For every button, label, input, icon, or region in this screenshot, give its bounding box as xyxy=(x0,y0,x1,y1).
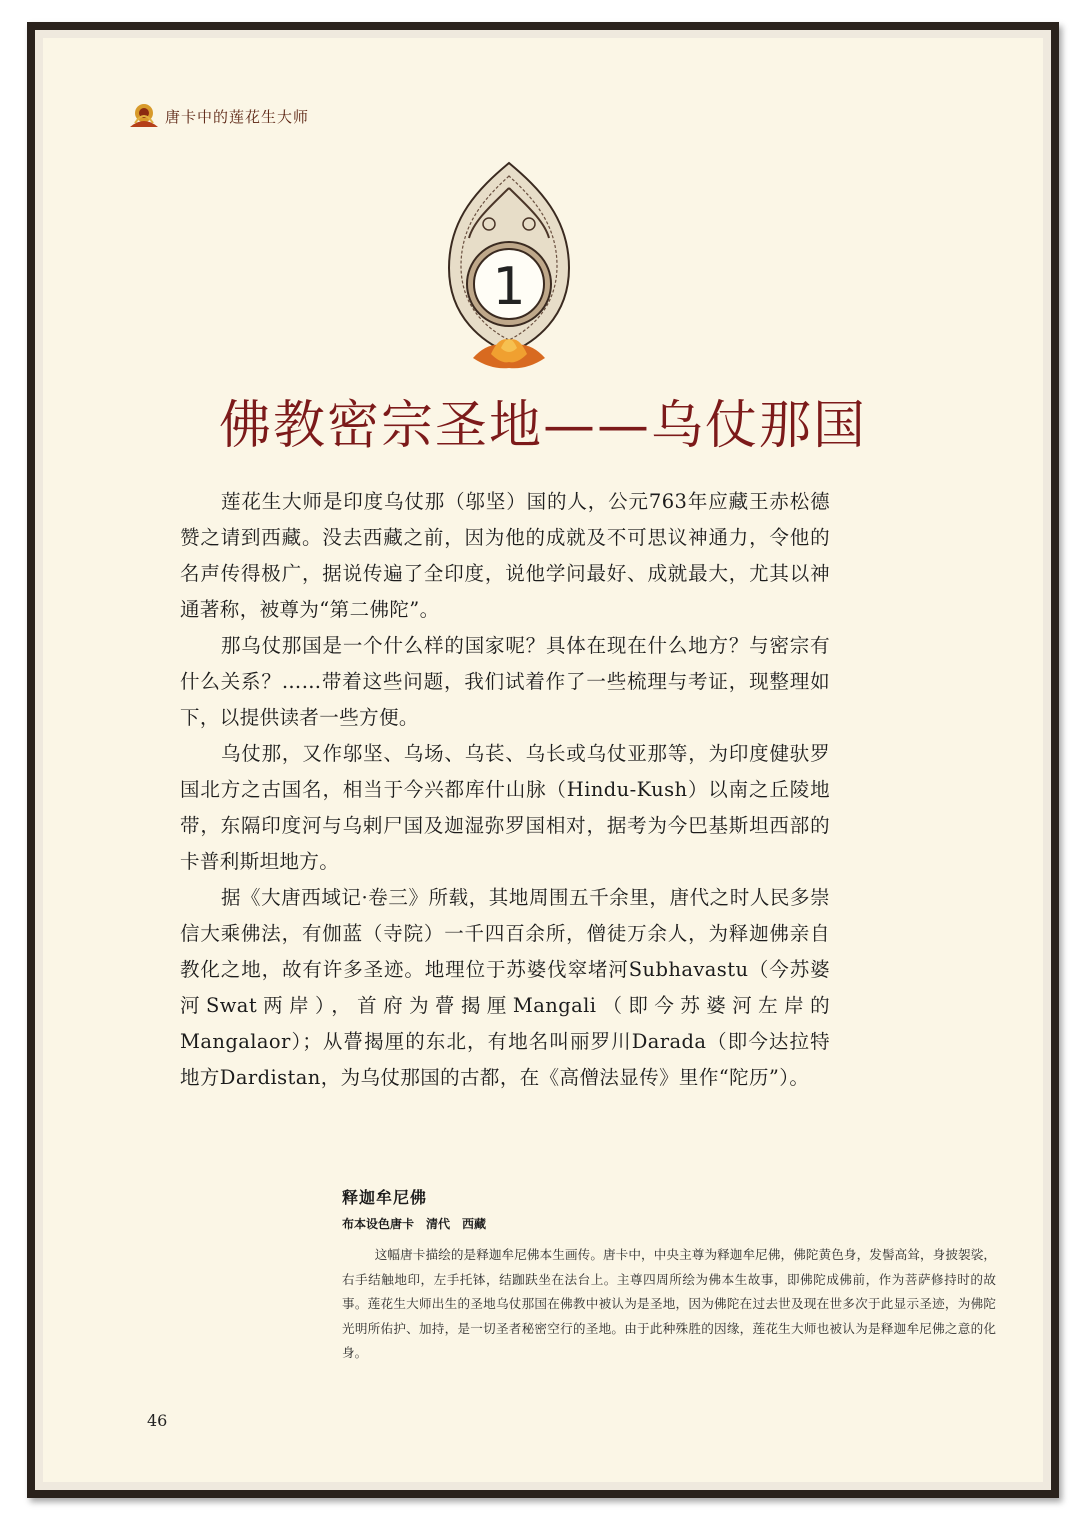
body-text xyxy=(180,484,830,1096)
caption-subtitle: 布本设色唐卡 清代 西藏 xyxy=(342,1217,487,1231)
chapter-emblem xyxy=(439,158,579,383)
paragraph: 莲花生大师是印度乌仗那（邬坚）国的人，公元763年应藏王赤松德赞之请到西藏。没去西藏之前，因为他的成就及不可思议神通力，令他的名声传得极广，据说传遍了全印度，说他学问最好、成就最大，尤其以神通著称，被尊为“第二佛陀”。 xyxy=(180,490,830,621)
page-number: 46 xyxy=(147,1411,168,1430)
paragraph: 那乌仗那国是一个什么样的国家呢？具体在现在什么地方？与密宗有什么关系？……带着这些问题，我们试着作了一些梳理与考证，现整理如下，以提供读者一些方便。 xyxy=(180,634,830,729)
chapter-title: 佛教密宗圣地——乌仗那国 xyxy=(218,396,867,456)
picture-frame xyxy=(27,22,1059,1498)
book-page xyxy=(43,38,1043,1482)
lotus-master-logo-icon xyxy=(127,101,161,131)
frame-mat xyxy=(35,30,1051,1490)
chapter-number: 1 xyxy=(492,257,526,317)
caption-text: 这幅唐卡描绘的是释迦牟尼佛本生画传。唐卡中，中央主尊为释迦牟尼佛，佛陀黄色身，发髻高耸，身披袈裟，右手结触地印，左手托钵，结跏趺坐在法台上。主尊四周所绘为佛本生故事，即佛陀成佛前，作为菩萨修持时的故事。莲花生大师出生的圣地乌仗那国在佛教中被认为是圣地，因为佛陀在过去世及现在世多次于此显示圣迹，为佛陀光明所佑护、加持，是一切圣者秘密空行的圣地。由于此种殊胜的因缘，莲花生大师也被认为是释迦牟尼佛之意的化身。 xyxy=(342,1247,996,1360)
running-head xyxy=(127,101,309,131)
paragraph: 据《大唐西域记·卷三》所载，其地周围五千余里，唐代之时人民多崇信大乘佛法，有伽蓝（寺院）一千四百余所，僧徒万余人，为释迦佛亲自教化之地，故有许多圣迹。地理位于苏婆伐窣堵河Subhavastu（今苏婆河Swat两岸），首府为瞢揭厘Mangali（即今苏婆河左岸的Mangalaor）；从瞢揭厘的东北，有地名叫丽罗川Darada（即今达拉特地方Dardistan，为乌仗那国的古都，在《高僧法显传》里作“陀历”）。 xyxy=(180,886,830,1089)
running-head-text: 唐卡中的莲花生大师 xyxy=(165,107,310,126)
caption-title: 释迦牟尼佛 xyxy=(342,1188,428,1207)
figure-caption xyxy=(342,1185,996,1366)
paragraph: 乌仗那，又作邬坚、乌场、乌苌、乌长或乌仗亚那等，为印度健驮罗国北方之古国名，相当于今兴都库什山脉（Hindu-Kush）以南之丘陵地带，东隔印度河与乌剌尸国及迦湿弥罗国相对，据考为今巴基斯坦西部的卡普利斯坦地方。 xyxy=(180,742,830,873)
